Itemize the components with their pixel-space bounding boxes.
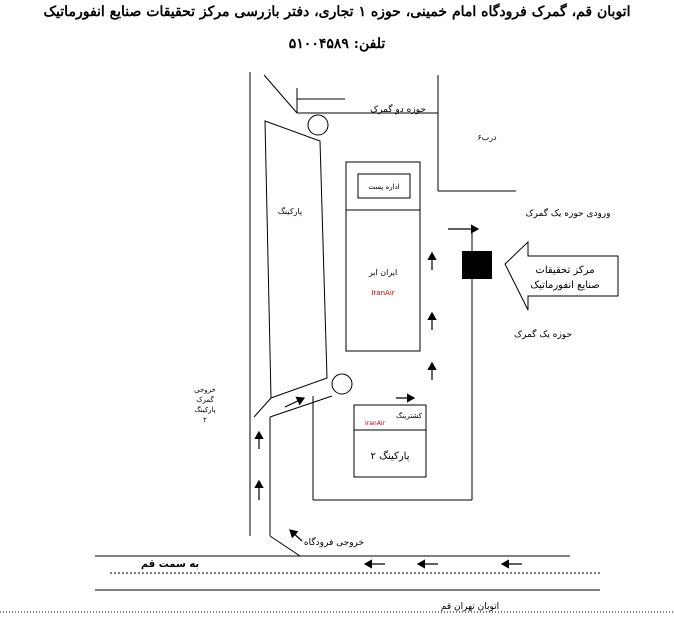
label-iranair-brand-2: IranAir [365,420,385,427]
label-parking-2: پارکینگ ۲ [370,451,410,462]
label-admin-post: اداره پست [368,183,400,191]
center-callout-arrow [505,242,618,310]
iranair-building [346,210,420,351]
label-parking: پارکینگ [277,207,303,216]
label-iranair: ایران ایر [368,268,398,277]
arrow-diag [285,398,304,407]
label-exit-parking-4: ۲ [203,416,207,424]
label-entrance-zone1: ورودی حوزه یک گمرک [525,209,611,219]
label-exit-parking-1: خروجی [194,386,216,394]
label-iranair-brand: IranAir [371,289,395,297]
road-outlines [0,72,674,612]
header-phone: تلفن: ۵۱۰۰۴۵۸۹ [288,36,386,52]
label-highway: اتوبان تهران قم [440,602,500,612]
label-airport-exit: خروجی فرودگاه [303,538,365,548]
label-exit-parking-2: گمرک [196,396,214,404]
parking-strip [265,121,327,398]
header-address: اتوبان قم، گمرک فرودگاه امام خمینی، حوزه ۱ تجاری، دفتر بازرسی مرکز تحقیقات صنایع انفورماتیک [43,4,631,20]
direction-arrows [259,229,522,564]
exit-curve [270,536,300,556]
arrow-exit [290,530,302,541]
label-customs-zone-2: حوزه دو گمرک [370,105,426,115]
top-road-curve [264,75,297,113]
label-to-qom: به سمت قم [140,559,200,570]
label-exit-parking-3: پارکینگ [194,406,216,414]
label-door-6: درب۶ [477,133,497,142]
connector-a [254,398,271,417]
label-kitchen: کشترینگ [396,412,422,420]
target-location [462,251,492,279]
label-center-2: صنایع انفورماتیک [530,280,600,291]
label-customs-zone-1: حوزه یک گمرک [513,330,573,340]
label-center-1: مرکز تحقیقات [535,265,595,276]
roundabout-bottom [332,374,352,394]
roundabout-top [308,115,328,135]
